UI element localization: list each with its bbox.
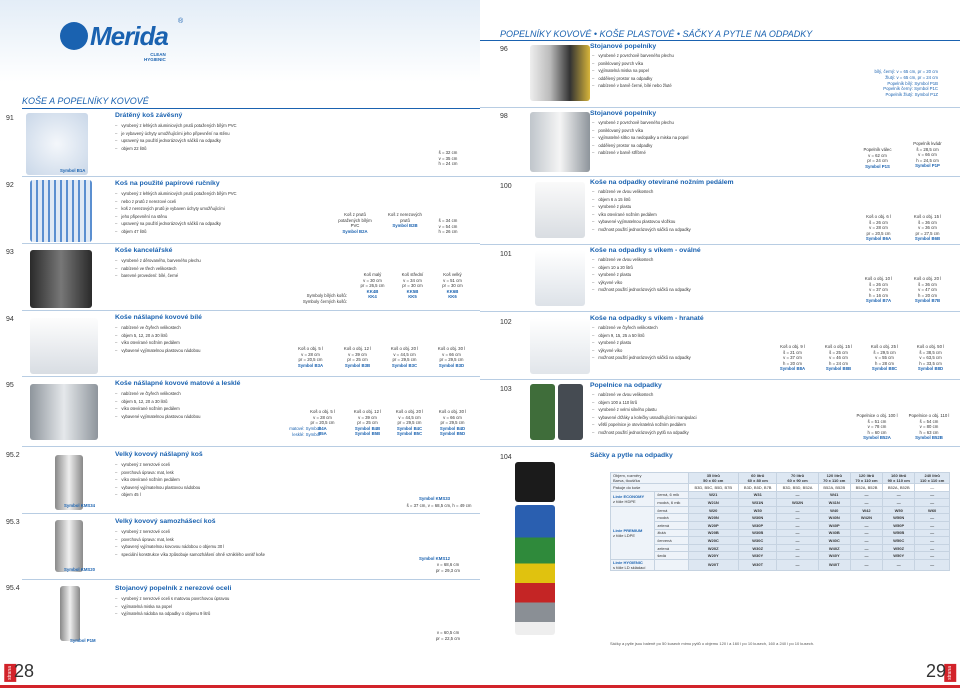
spec-cube: Popelník kvádr š = 28,5 cm v = 66 cm h = 24,5 cm Symbol P1P xyxy=(913,141,942,169)
item-number: 95.2 xyxy=(6,452,20,459)
standing-ashtrays-image xyxy=(530,45,590,101)
item-title: Sáčky a pytle na odpadky xyxy=(590,452,673,459)
table-cell: — xyxy=(915,559,950,570)
item-title: Koše na odpadky otevírané nožním pedálem xyxy=(590,179,734,186)
table-cell: — xyxy=(777,506,818,514)
table-cell: — xyxy=(850,499,882,507)
image-symbol-label: Symbol P1M xyxy=(70,638,96,643)
spec-variant-b: Koš z nerezových prutů Symbol B2B xyxy=(388,212,422,229)
table-cell: Pakuje do koše xyxy=(611,484,689,492)
section-rule xyxy=(22,108,480,109)
table-cell: W30C xyxy=(738,537,777,545)
dimensions: š = 32 cm v = 35 cm h = 24 cm xyxy=(438,150,458,167)
bags-table xyxy=(610,472,950,571)
item-number: 95 xyxy=(6,382,14,389)
table-cell: 35 litrů 50 x 60 cm xyxy=(688,473,738,484)
table-cell: W60 xyxy=(915,506,950,514)
table-cell: černá, 6 mik xyxy=(655,491,688,499)
table-row xyxy=(611,491,950,499)
divider xyxy=(480,379,960,380)
logo-text: Merida xyxy=(90,21,168,51)
registered-mark: ® xyxy=(178,18,184,25)
table-cell: modrá xyxy=(655,514,688,522)
table-cell: W21N xyxy=(688,499,738,507)
square-lid-bins-image xyxy=(530,318,590,374)
table-cell: W50Z xyxy=(883,544,915,552)
item-title: Koše nášlapné kovové matové a lesklé xyxy=(115,380,241,387)
section-rule xyxy=(480,40,960,41)
spec-5l: Koš o obj. 5 l v = 28 cm pr = 20,5 cm B4A B5A xyxy=(310,409,335,437)
table-cell: — xyxy=(915,529,950,537)
table-row xyxy=(611,537,950,545)
table-cell: W30 xyxy=(738,506,777,514)
spec-30l: Koš o obj. 30 l v = 66 cm pr = 29,5 cm Symbol B3D xyxy=(437,346,466,368)
white-pedal-bins-image xyxy=(30,318,98,374)
large-pedal-bin-image xyxy=(55,455,83,510)
divider xyxy=(22,243,480,244)
wire-basket-image xyxy=(26,113,88,175)
item-number: 102 xyxy=(500,319,512,326)
row-label-matte: matové: Symbol xyxy=(289,426,320,431)
symbol-label: Symbol KMS33 xyxy=(418,496,450,501)
divider xyxy=(480,107,960,108)
table-cell: — xyxy=(850,521,882,529)
table-cell: — xyxy=(850,529,882,537)
item-number: 101 xyxy=(500,251,512,258)
table-cell: — xyxy=(883,491,915,499)
divider xyxy=(22,376,480,377)
table-cell: W20Y xyxy=(688,552,738,560)
table-cell: W40B xyxy=(818,529,850,537)
item-description: – nabízené ve dvou velikostech – objem 6 a 15 litrů – vyrobené z plastu – víko otevírané nožním pedálem – vybavené vyjímatelnou plastovou vložkou – možnost použití jednorázových sáčků na odpadky xyxy=(592,188,691,234)
row-label-black: Symboly černých košů: xyxy=(302,299,347,304)
table-cell: — xyxy=(915,499,950,507)
table-cell: W40N xyxy=(818,514,850,522)
table-cell: W40T xyxy=(818,559,850,570)
item-number: 95.4 xyxy=(6,585,20,592)
table-cell: W40 xyxy=(818,506,850,514)
table-cell: W20C xyxy=(688,537,738,545)
table-cell: 240 litrů 110 x 110 cm xyxy=(915,473,950,484)
table-cell: modrá, 6 mik xyxy=(655,499,688,507)
table-cell: Linie PREMIUM z fólie LDPE xyxy=(611,506,655,559)
table-cell: — xyxy=(883,499,915,507)
spec-50l: Koš o obj. 50 l š = 38,5 cm v = 63,5 cm h = 33,5 cm Symbol B8D xyxy=(916,344,945,372)
table-cell: 160 litrů 90 x 110 cm xyxy=(883,473,915,484)
spec-100l: Popelnice o obj. 100 l š = 51 cm v = 78 cm h = 60 cm Symbol B52A xyxy=(856,413,898,441)
table-cell: W31 xyxy=(738,491,777,499)
spec-9l: Koš o obj. 9 l š = 21 cm v = 37 cm h = 20 cm Symbol B8A xyxy=(779,344,806,372)
merida-logo xyxy=(60,18,184,68)
spec-small: Koš malý v = 30 cm pr = 26,5 cm KK4B KK4 xyxy=(360,272,385,300)
table-cell: W20T xyxy=(688,559,738,570)
table-cell: W40C xyxy=(818,537,850,545)
item-description: – nabízené ve čtyřech velikostech – objem 9, 15, 25 a 50 litrů – vyrobené z plastu – výkyvné víko – možnost použití jednorázových sáčků na odpadky xyxy=(592,324,691,362)
item-description: – vyrobené z povrchově barveného plechu – poniklovaný povrch víka – vyjímatelná miska na popel – oddělený prostor na odpadky – nabízené v barvě černé, bílé nebo žluté xyxy=(592,52,674,90)
table-cell: zelená xyxy=(655,521,688,529)
green-wheelie-bin-image xyxy=(530,384,555,440)
divider xyxy=(22,176,480,177)
item-description: – vyrobené z děrovaného, barveného plechu – nabízené ve třech velikostech – barevné provedení: bílé, černé xyxy=(115,257,201,280)
divider xyxy=(22,310,480,311)
table-cell: W50B xyxy=(883,529,915,537)
dimensions: š = 34 cm v = 54 cm h = 26 cm xyxy=(438,218,458,235)
item-title: Stojanový popelník z nerezové oceli xyxy=(115,585,232,592)
item-description: – nabízené ve čtyřech velikostech – objem 5, 12, 20 a 30 litrů – víko otevírané nožním pedálem – vybavené vyjímatelnou plastovou nádobou xyxy=(115,324,201,354)
divider xyxy=(22,513,480,514)
logo-mark-icon xyxy=(60,22,88,50)
table-cell: — xyxy=(850,559,882,570)
pedal-plastic-bins-image xyxy=(535,182,585,238)
section-title: KOŠE A POPELNÍKY KOVOVÉ xyxy=(22,96,149,106)
divider xyxy=(480,176,960,177)
table-cell: W20Z xyxy=(688,544,738,552)
table-cell: W30Z xyxy=(738,544,777,552)
steel-ashtray-image xyxy=(60,586,80,641)
item-title: Stojanové popelníky xyxy=(590,43,657,50)
table-cell: W30T xyxy=(738,559,777,570)
logo-subtitle: CLEAN HYGIENIC xyxy=(144,52,166,63)
table-cell: W20P xyxy=(688,521,738,529)
row-label-gloss: lesklé: Symbol xyxy=(292,432,320,437)
table-cell: — xyxy=(777,552,818,560)
right-page xyxy=(480,0,960,688)
spec-variant-a: Koš z prutů potažených bílým PVC Symbol B2A xyxy=(338,212,372,234)
table-cell: W41N xyxy=(818,499,850,507)
table-row xyxy=(611,484,950,492)
table-row xyxy=(611,544,950,552)
item-title: Velký kovový nášlapný koš xyxy=(115,451,203,458)
item-title: Popelnice na odpadky xyxy=(590,382,662,389)
table-cell: — xyxy=(777,514,818,522)
table-cell: B3D, B5C, B5D, B7B xyxy=(688,484,738,492)
table-cell: — xyxy=(850,544,882,552)
symbol-label: Symbol B1A xyxy=(60,168,86,173)
table-cell: Linie HYGIENIC s fólie LD skládací xyxy=(611,559,655,570)
spec-right: bílý, černý: v = 65 cm, pr = 20 cm žlutý: v = 65 cm, pr = 24 cm Popelník bílý: Symbol P1B Popelník černý: Symbol P1C Popelník žlutý: Symbol P1Z xyxy=(874,69,938,98)
table-cell: červená xyxy=(655,537,688,545)
spec-6l: Koš o obj. 6 l š = 26 cm v = 28 cm pr = 20,5 cm Symbol B6A xyxy=(865,214,892,242)
item-title: Drátěný koš závěsný xyxy=(115,112,183,119)
spec-20l: Koš o obj. 20 l v = 44,5 cm pr = 29,5 cm Symbol B3C xyxy=(390,346,419,368)
bags-footnote: Sáčky a pytle jsou baleně po 50 kusech mimo pytlů o objemu 120 l a 160 l po 10 kusech, 160 a 240 l po 10 kusech. xyxy=(610,641,815,646)
table-cell: — xyxy=(883,559,915,570)
item-title: Koše nášlapné kovové bílé xyxy=(115,314,202,321)
table-cell: W30Y xyxy=(738,552,777,560)
divider xyxy=(480,311,960,312)
table-row xyxy=(611,514,950,522)
image-symbol-label: Symbol KMS20 xyxy=(64,567,96,572)
dimensions: v = 68,6 cm pr = 29,3 cm xyxy=(435,562,460,573)
table-cell: W31N xyxy=(738,499,777,507)
page-label: strana xyxy=(4,664,16,682)
spec-15l: Koš o obj. 15 l š = 36 cm v = 36 cm pr = 27,5 cm Symbol B6B xyxy=(913,214,942,242)
spec-5l: Koš o obj. 5 l v = 28 cm pr = 20,5 cm Symbol B3A xyxy=(297,346,324,368)
item-number: 92 xyxy=(6,182,14,189)
image-symbol-label: Symbol KMS34 xyxy=(64,503,96,508)
table-cell: — xyxy=(915,484,950,492)
table-cell: W40Z xyxy=(818,544,850,552)
table-cell: — xyxy=(915,537,950,545)
table-cell xyxy=(655,559,688,570)
table-cell: — xyxy=(777,544,818,552)
table-cell: žlutá xyxy=(655,529,688,537)
spec-110l: Popelnice o obj. 110 l š = 54 cm v = 80 cm h = 63 cm Symbol B52B xyxy=(908,413,950,441)
item-description: – vyrobený z lehkých aluminiových prutů potažených bílým PVC – nebo z prutů z nerezové oceli – koš z nerezových prutů je vybaven úchyty umožňujícími – jeho připevnění na stěnu – upravený na použití jednorázových sáčků na odpadky – objem 47 litrů xyxy=(115,190,237,236)
item-description: – nabízené ve dvou velikostech – objem 100 a 110 litrů – vyrobené z velmi silného plastu – vybavené držáky a kolečky usnadňujícími manipulaci – větší popelnice je otevíratelná nožním pedálem – možnost použití jednorázových pytlů na odpadky xyxy=(592,391,697,437)
colored-bags-image xyxy=(515,505,555,635)
table-cell: B3D, B5D, B52A xyxy=(777,484,818,492)
table-row xyxy=(611,499,950,507)
table-row xyxy=(611,506,950,514)
table-cell: šedá xyxy=(655,552,688,560)
table-cell: W30P xyxy=(738,521,777,529)
table-cell: 60 litrů 60 x 80 cm xyxy=(738,473,777,484)
grey-wheelie-bin-image xyxy=(558,384,583,440)
item-description: – nabízené ve dvou velikostech – objem 10 a 20 litrů – vyrobené z plastu – výkyvné víko – možnost použití jednorázových sáčků na odpadky xyxy=(592,256,691,294)
table-cell: — xyxy=(915,491,950,499)
item-number: 98 xyxy=(500,113,508,120)
item-number: 95.3 xyxy=(6,519,20,526)
spec-10l: Koš o obj. 10 l š = 26 cm v = 37 cm h = 16 cm Symbol B7A xyxy=(864,276,893,304)
table-cell: Objem, rozměry Barva, tloušťka xyxy=(611,473,689,484)
table-cell: černá xyxy=(655,506,688,514)
table-cell: 120 litrů 70 x 110 cm xyxy=(850,473,882,484)
table-cell: W50N xyxy=(883,514,915,522)
table-cell: — xyxy=(850,552,882,560)
table-cell: — xyxy=(915,514,950,522)
table-cell: — xyxy=(777,529,818,537)
table-cell: W30B xyxy=(738,529,777,537)
page-number: 28 xyxy=(14,660,35,681)
table-cell: W20 xyxy=(688,506,738,514)
divider xyxy=(480,244,960,245)
section-title: POPELNÍKY KOVOVÉ • KOŠE PLASTOVÉ • SÁČKY A PYTLE NA ODPADKY xyxy=(500,29,813,39)
item-description: – vyrobené z povrchově barveného plechu – poniklovaný povrch víka – vyjímatelné sítko na nedopalky a miska na popel – oddělený prostor na odpadky – nabízené v barvě stříbrné xyxy=(592,119,688,157)
table-row xyxy=(611,559,950,570)
steel-pedal-bins-image xyxy=(30,384,98,440)
page-label: strana xyxy=(944,664,956,682)
item-number: 96 xyxy=(500,46,508,53)
item-number: 100 xyxy=(500,183,512,190)
page-number: 29 xyxy=(925,660,946,681)
divider xyxy=(22,446,480,447)
table-cell: W40P xyxy=(818,521,850,529)
table-cell: W21 xyxy=(688,491,738,499)
table-cell: W50 xyxy=(883,506,915,514)
item-number: 93 xyxy=(6,249,14,256)
table-cell: — xyxy=(850,491,882,499)
table-cell: zelená xyxy=(655,544,688,552)
table-cell: W30N xyxy=(738,514,777,522)
table-cell: W32N xyxy=(777,499,818,507)
table-cell: W42N xyxy=(850,514,882,522)
self-extinguishing-bin-image xyxy=(55,520,83,572)
paper-towel-basket-image xyxy=(30,180,92,242)
spec-12l: Koš o obj. 12 l v = 39 cm pr = 25 cm Symbol B4B Symbol B5B xyxy=(353,409,382,437)
spec-20l: Koš o obj. 20 l v = 44,5 cm pr = 29,5 cm Symbol B4C Symbol B5C xyxy=(395,409,424,437)
table-cell: W20N xyxy=(688,514,738,522)
table-cell: W50Y xyxy=(883,552,915,560)
item-title: Koše na odpadky s víkem - hranaté xyxy=(590,315,704,322)
item-description: – nabízené ve čtyřech velikostech – objem 5, 12, 20 a 30 litrů – víko otevírané nožním pedálem – vybavené vyjímatelnou plastovou nádobou xyxy=(115,390,201,420)
table-cell: W20B xyxy=(688,529,738,537)
table-cell: B52A, B52B xyxy=(850,484,882,492)
table-row xyxy=(611,521,950,529)
spec-cylinder: Popelník válec v = 62 cm pr = 24 cm Symbol P1S xyxy=(863,147,892,169)
row-label-white: Symboly bílých košů: xyxy=(306,293,347,298)
item-number: 103 xyxy=(500,386,512,393)
item-title: Koš na použité papírové ručníky xyxy=(115,180,220,187)
symbol-label: Symbol KMS12 xyxy=(418,556,450,561)
item-number: 94 xyxy=(6,316,14,323)
table-cell: — xyxy=(850,537,882,545)
spec-12l: Koš o obj. 12 l v = 39 cm pr = 25 cm Symbol B3B xyxy=(343,346,372,368)
item-title: Stojanové popelníky xyxy=(590,110,657,117)
item-description: – vyrobený z nerezové oceli – povrchová úprava: mat, lesk – vybavený vyjímatelnou kovovou nádobou o objemu 30 l – speciální konstrukce víka způsobuje samozhášení ohně vzniklého uvnitř koše xyxy=(115,528,265,558)
table-cell: B52A, B52B xyxy=(818,484,850,492)
item-description: – vyrobený z nerezové oceli s matovou povrchovou úpravou – vyjímatelná miska na popel – vyjímatelná nádoba na odpadky o objemu 9 litrů xyxy=(115,595,229,618)
table-cell: W40Y xyxy=(818,552,850,560)
table-row xyxy=(611,529,950,537)
item-number: 91 xyxy=(6,115,14,122)
spec-30l: Koš o obj. 30 l v = 66 cm pr = 29,5 cm Symbol B4D Symbol B5D xyxy=(438,409,467,437)
spec-15l: Koš o obj. 15 l š = 25 cm v = 46 cm h = 24 cm Symbol B8B xyxy=(824,344,853,372)
item-title: Koše na odpadky s víkem - oválné xyxy=(590,247,701,254)
table-cell: W42 xyxy=(850,506,882,514)
dimensions: š = 37 cm, v = 68,5 cm, h = 49 cm xyxy=(406,503,472,508)
table-cell: — xyxy=(915,552,950,560)
table-cell: W50P xyxy=(883,521,915,529)
silver-ashtrays-image xyxy=(530,112,590,172)
table-cell: W50C xyxy=(883,537,915,545)
table-cell: Linie ECONOMY z fólie HDPE xyxy=(611,491,655,506)
table-cell: — xyxy=(777,537,818,545)
table-header-row xyxy=(611,473,950,484)
divider xyxy=(22,579,480,580)
item-description: – vyrobený z nerezové oceli – povrchová úprava: mat, lesk – víko otevírané nožním pedálem – vybavený vyjímatelnou plastovou nádobou – objem 45 l xyxy=(115,461,200,499)
table-cell: — xyxy=(777,491,818,499)
item-number: 104 xyxy=(500,454,512,461)
table-cell: — xyxy=(777,521,818,529)
table-cell: 120 litrů 70 x 110 cm xyxy=(818,473,850,484)
spec-medium: Koš střední v = 34 cm pr = 30 cm KK5B KK5 xyxy=(401,272,424,300)
dimensions: v = 60,5 cm pr = 22,5 cm xyxy=(435,630,460,641)
table-cell: — xyxy=(915,544,950,552)
office-basket-image xyxy=(30,250,92,308)
table-cell: W41 xyxy=(818,491,850,499)
table-cell: B3D, B5D, B7B xyxy=(738,484,777,492)
spec-large: Koš velký v = 51 cm pr = 30 cm KK6B KK6 xyxy=(442,272,463,300)
table-cell: — xyxy=(915,521,950,529)
table-cell: — xyxy=(777,559,818,570)
item-title: Velký kovový samozhášecí koš xyxy=(115,518,216,525)
item-title: Koše kancelářské xyxy=(115,247,173,254)
table-row xyxy=(611,552,950,560)
item-description: – vyrobený z lehkých aluminiových prutů potažených bílým PVC – je vybavený úchyty umožňujícími jeho připevnění na stěnu – upravený na použití jednorázových sáčků na odpadky – objem 22 litrů xyxy=(115,122,237,152)
oval-lid-bins-image xyxy=(535,250,585,306)
spec-25l: Koš o obj. 25 l š = 29,5 cm v = 55 cm h = 28 cm Symbol B8C xyxy=(870,344,899,372)
table-cell: B52A, B52B xyxy=(883,484,915,492)
black-bags-image xyxy=(515,462,555,502)
divider xyxy=(480,446,960,447)
spec-20l: Koš o obj. 20 l š = 36 cm v = 47 cm h = 20 cm Symbol B7B xyxy=(913,276,942,304)
table-cell: 70 litrů 60 x 90 cm xyxy=(777,473,818,484)
